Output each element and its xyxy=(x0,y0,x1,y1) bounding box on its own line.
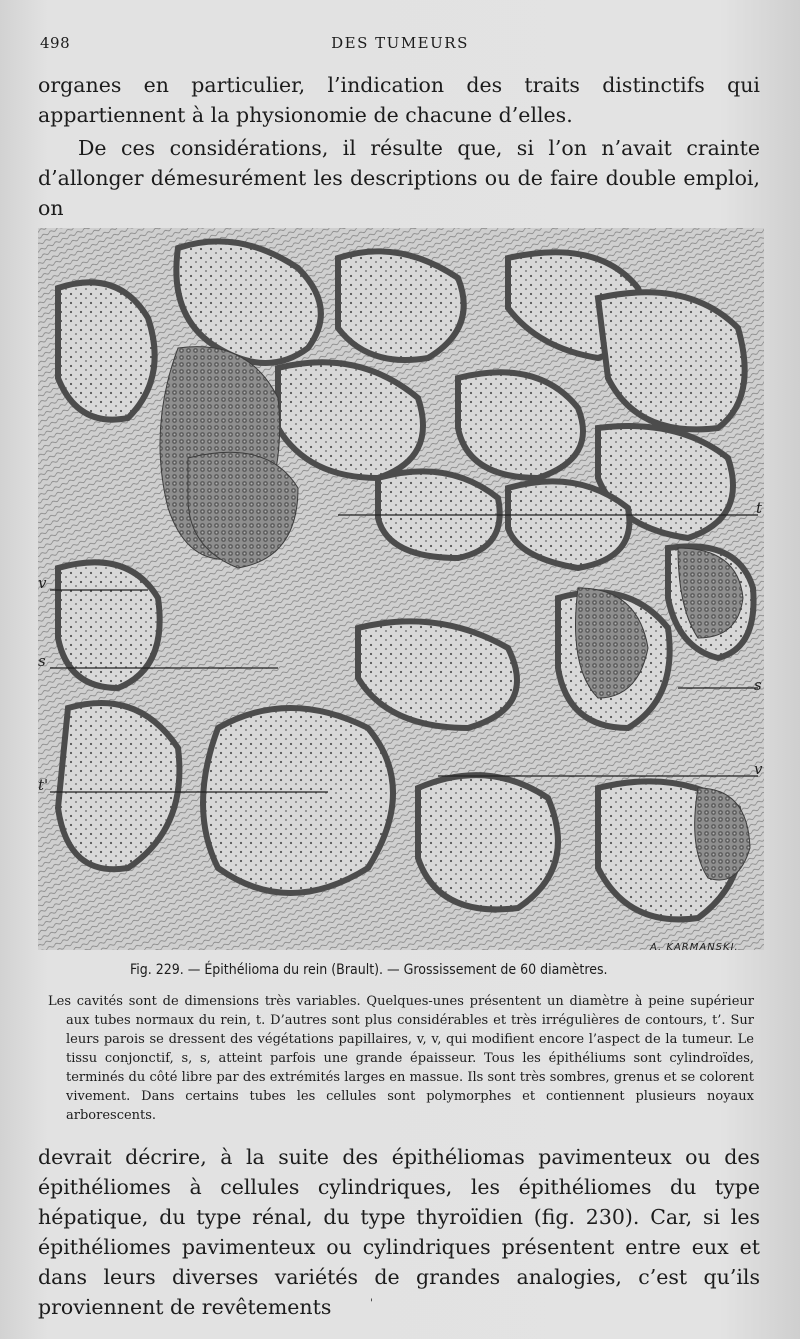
label-v-right: v xyxy=(754,760,763,778)
paragraph-1: organes en particulier, l’indication des traits distinctifs qui appartiennent à la physionomie de chacune d’elles. xyxy=(38,73,760,127)
running-title: DES TUMEURS xyxy=(331,34,469,52)
label-s-left: s xyxy=(38,652,46,670)
label-s-right: s xyxy=(754,676,762,694)
engraver-signature: A. KARMANSKI. xyxy=(650,942,739,953)
label-t-prime-left: t' xyxy=(38,776,49,794)
label-t-right: t xyxy=(756,499,763,517)
page-number: 498 xyxy=(40,34,71,52)
label-v-left: v xyxy=(38,574,47,592)
figure-caption: Fig. 229. — Épithélioma du rein (Brault). — Grossissement de 60 diamètres. xyxy=(130,962,608,978)
running-header xyxy=(40,34,760,56)
paragraph-3: devrait décrire, à la suite des épithéliomas pavimenteux ou des épithéliomes à cellules cylindriques, les épithéliomes du type hépatique, du type rénal, du type thyroïdien (fig. 230). Car, si les épithéliomes pavimenteux ou cylindriques présentent entre eux et dans leurs diverses variétés de grandes analogies, c’est qu’ils proviennent de revêtements xyxy=(38,1145,760,1319)
paragraph-2: De ces considérations, il résulte que, si l’on n’avait crainte d’allonger démesurément les descriptions ou de faire double emploi, on xyxy=(38,136,760,220)
histology-engraving xyxy=(38,228,764,950)
legend-text: Les cavités sont de dimensions très variables. Quelques-unes présentent un diamètre à peine supérieur aux tubes normaux du rein, t. D’autres sont plus considérables et très irrégulières de contours, t’. Sur leurs parois se dressent des végétations papillaires, v, v, qui modifient encore l’aspect de la tumeur. Le tissu conjonctif, s, s, atteint parfois une grande épaisseur. Tous les épithéliums sont cylindroïdes, terminés du côté libre par des extrémités larges en massue. Ils sont très sombres, grenus et se colorent vivement. Dans certains tubes les cellules sont polymorphes et contiennent plusieurs noyaux arborescents. xyxy=(48,994,754,1123)
footer-mark: ' xyxy=(370,1298,373,1309)
figure-illustration xyxy=(38,228,764,950)
figure-legend xyxy=(48,992,754,1125)
